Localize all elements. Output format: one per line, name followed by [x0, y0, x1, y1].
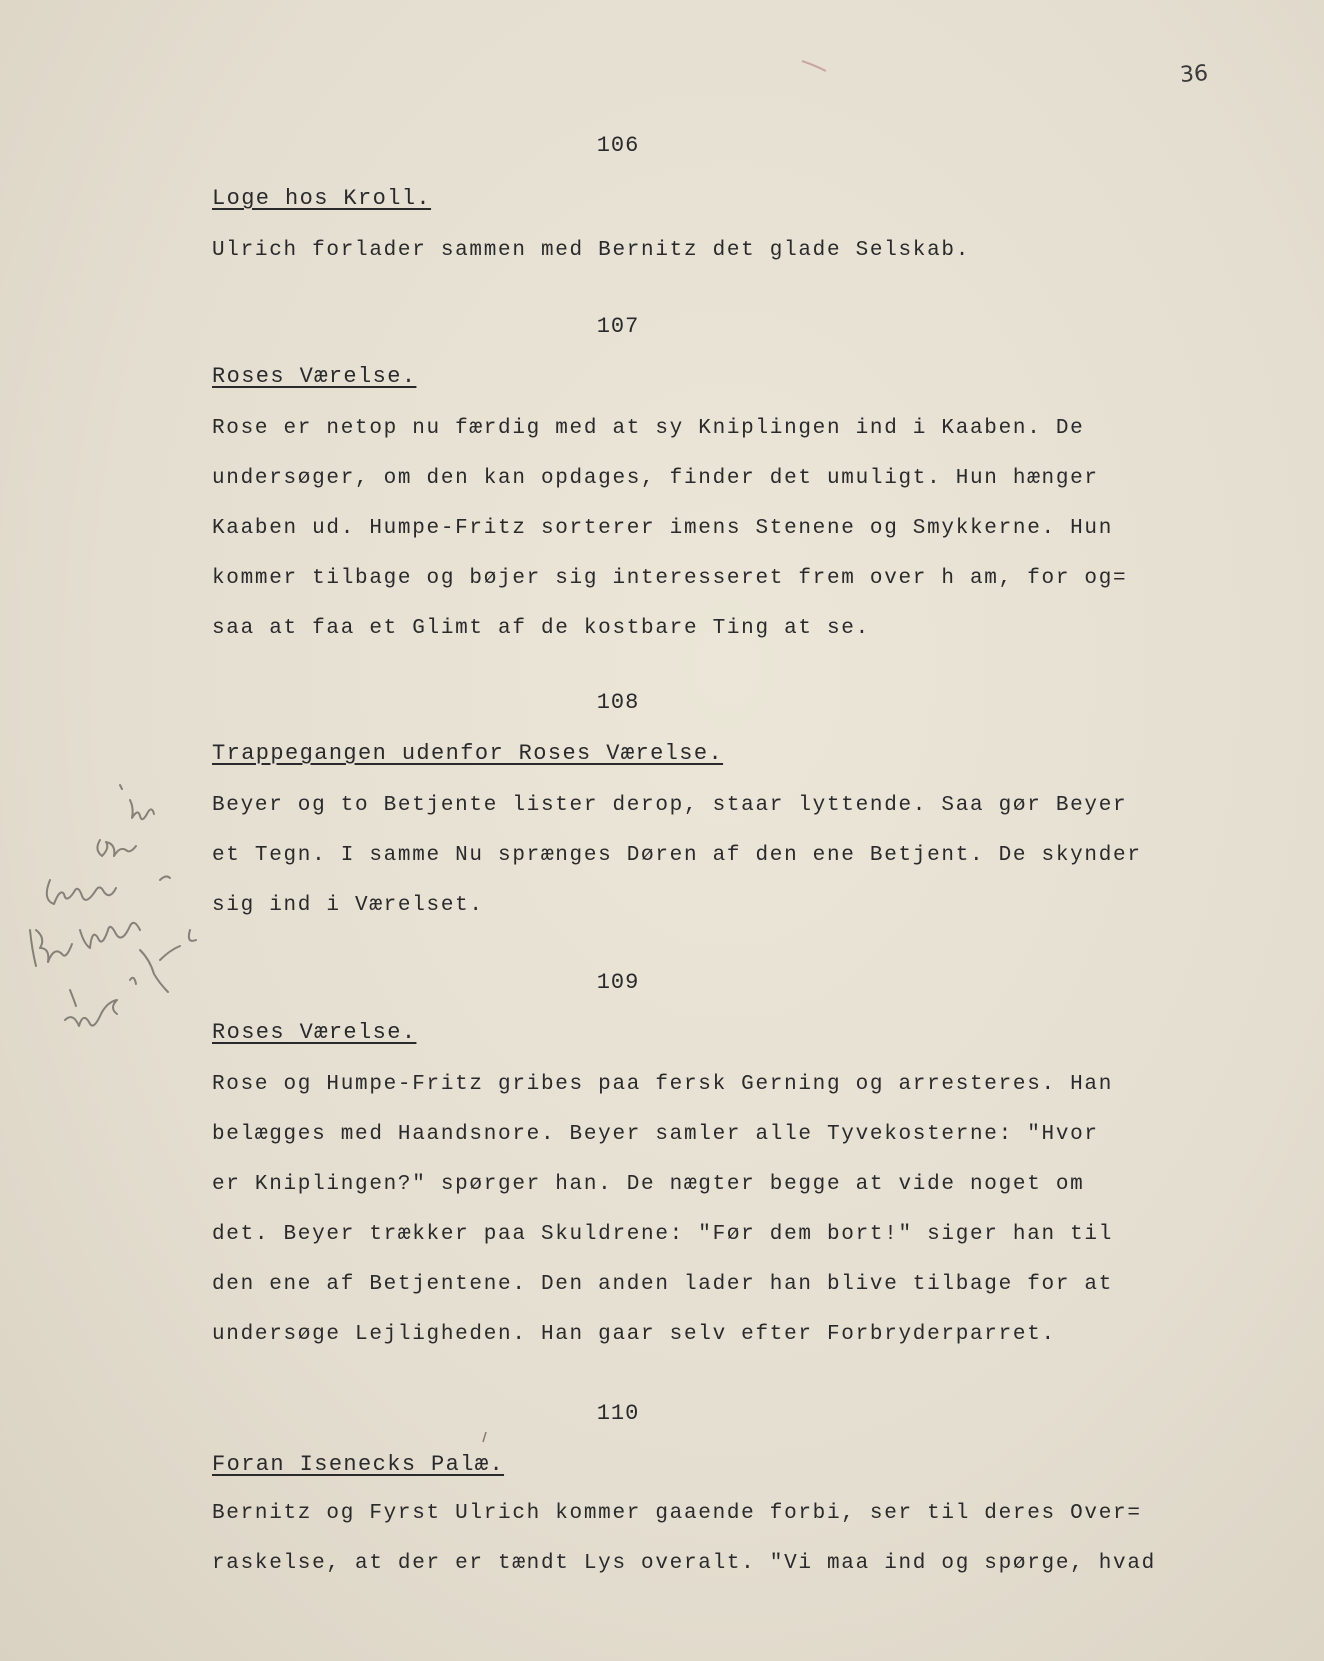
scene-heading: Roses Værelse.	[212, 364, 417, 389]
text-line: er Kniplingen?" spørger han. De nægter begge at vide noget om	[212, 1173, 1085, 1196]
text-line: den ene af Betjentene. Den anden lader han blive tilbage for at	[212, 1273, 1114, 1296]
text-line: undersøger, om den kan opdages, finder det umuligt. Hun hænger	[212, 467, 1099, 490]
text-line: Ulrich forlader sammen med Bernitz det glade Selskab.	[212, 239, 971, 262]
scene-number: 106	[596, 133, 640, 158]
scene-number: 108	[596, 690, 640, 715]
stray-mark	[800, 55, 830, 75]
text-line: Kaaben ud. Humpe-Fritz sorterer imens Stenene og Smykkerne. Hun	[212, 517, 1114, 540]
scene-heading: Roses Værelse.	[212, 1020, 417, 1045]
text-line: sig ind i Værelset.	[212, 894, 484, 917]
pencil-marginalia-scribble	[10, 780, 210, 1080]
scene-number: 110	[596, 1401, 640, 1426]
text-line: Bernitz og Fyrst Ulrich kommer gaaende forbi, ser til deres Over=	[212, 1502, 1142, 1525]
text-line: belægges med Haandsnore. Beyer samler alle Tyvekosterne: "Hvor	[212, 1123, 1099, 1146]
scene-heading: Foran Isenecks Palæ.	[212, 1452, 505, 1477]
scene-text	[212, 226, 1222, 276]
page-number: 36	[1179, 61, 1209, 88]
text-line: saa at faa et Glimt af de kostbare Ting at se.	[212, 617, 870, 640]
text-line: Beyer og to Betjente lister derop, staar lyttende. Saa gør Beyer	[212, 794, 1128, 817]
scene-text	[212, 1060, 1222, 1360]
scene-text	[212, 781, 1222, 931]
text-line: undersøge Lejligheden. Han gaar selv efter Forbryderparret.	[212, 1323, 1056, 1346]
stray-mark	[480, 1430, 490, 1446]
scene-number: 109	[596, 970, 640, 995]
text-line: raskelse, at der er tændt Lys overalt. "Vi maa ind og spørge, hvad	[212, 1552, 1156, 1575]
scene-text	[212, 404, 1222, 654]
text-line: Rose er netop nu færdig med at sy Kniplingen ind i Kaaben. De	[212, 417, 1085, 440]
text-line: et Tegn. I samme Nu sprænges Døren af den ene Betjent. De skynder	[212, 844, 1142, 867]
scene-number: 107	[596, 314, 640, 339]
scene-heading: Loge hos Kroll.	[212, 186, 432, 211]
scene-text	[212, 1489, 1222, 1589]
scene-heading: Trappegangen udenfor Roses Værelse.	[212, 741, 724, 766]
text-line: Rose og Humpe-Fritz gribes paa fersk Gerning og arresteres. Han	[212, 1073, 1114, 1096]
text-line: det. Beyer trækker paa Skuldrene: "Før dem bort!" siger han til	[212, 1223, 1114, 1246]
text-line: kommer tilbage og bøjer sig interesseret frem over h am, for og=	[212, 567, 1128, 590]
